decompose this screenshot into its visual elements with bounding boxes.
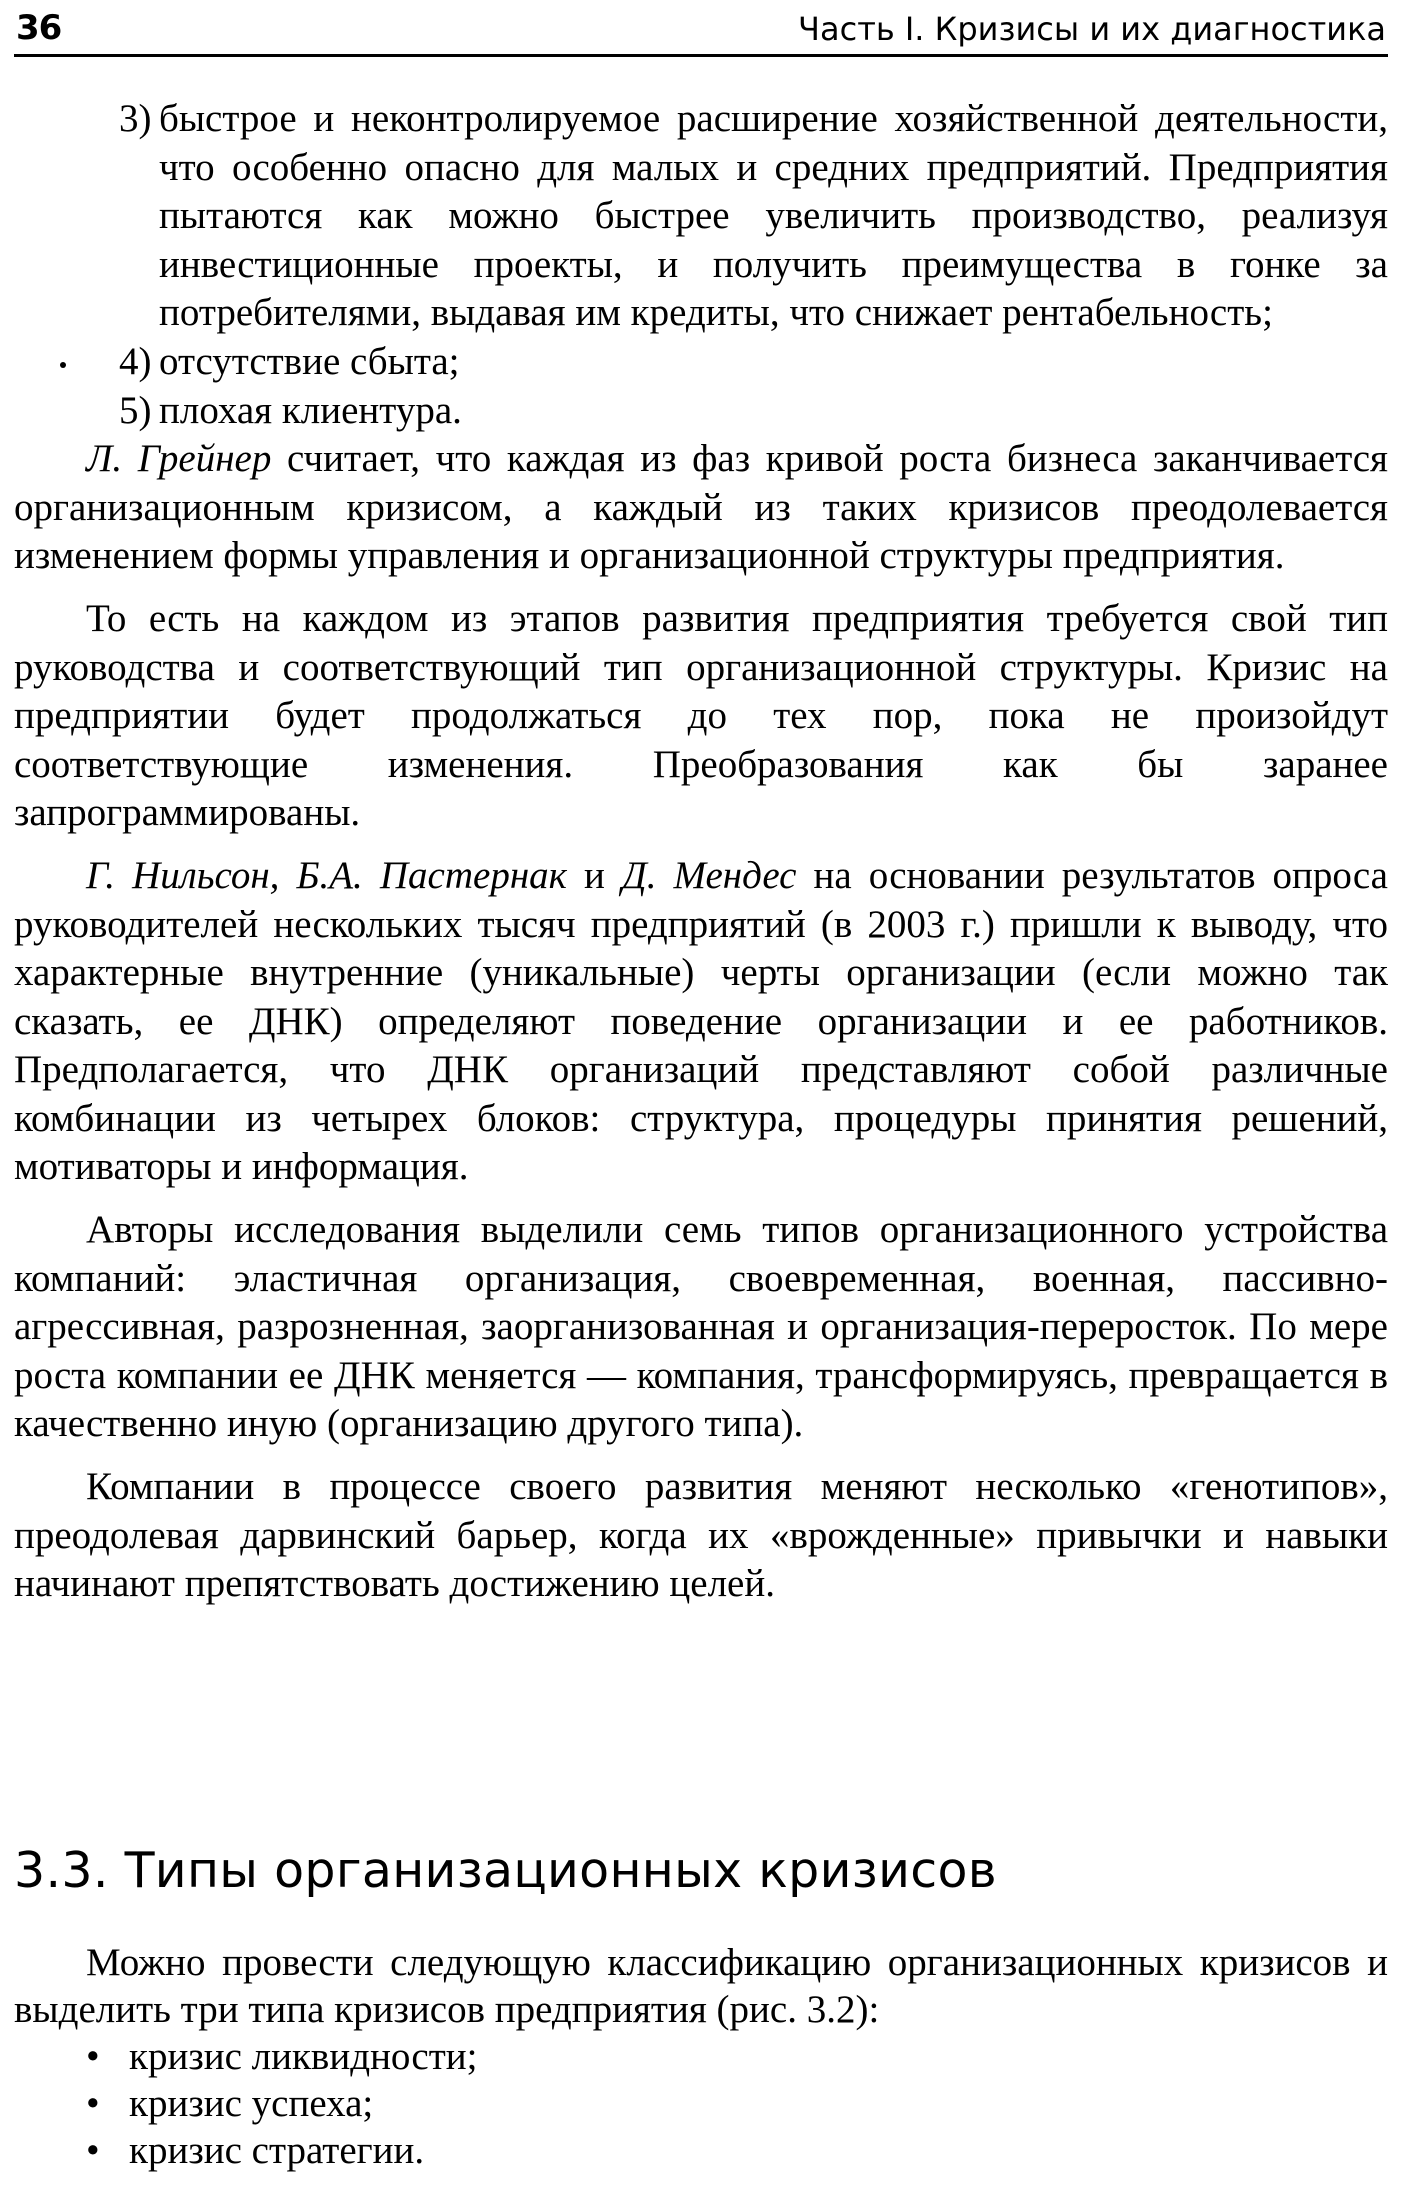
author-name: Д. Мендес	[621, 853, 797, 897]
list-marker: 4)	[119, 339, 152, 383]
bullet-icon: •	[86, 2082, 100, 2125]
list-item	[14, 387, 1388, 436]
bullet-icon: •	[86, 2129, 100, 2172]
list-item: • кризис ликвидности;	[86, 2035, 478, 2078]
section-heading: 3.3. Типы организационных кризисов	[14, 1842, 997, 1899]
list-item	[14, 338, 1388, 387]
list-item	[14, 95, 1388, 338]
author-name: Л. Грейнер	[86, 437, 272, 481]
author-names: Г. Нильсон, Б.А. Пастернак	[86, 853, 567, 897]
chapter-title: Часть I. Кризисы и их диагностика	[798, 10, 1386, 48]
list-item-text: плохая клиентура.	[159, 388, 462, 432]
paragraph-authors: Авторы исследования выделили семь типов организационного устройства компаний: эластичная организация, своевременная, военная, пассивно-агрессивная, разрозненная, заорганизованная и организация-переросток. По мере роста компании ее ДНК меняется — компания, трансформируясь, превращается в качественно иную (организацию другого типа).	[14, 1208, 1388, 1446]
list-marker: 5)	[119, 388, 152, 432]
list-item: • кризис успеха;	[86, 2082, 374, 2125]
main-text	[14, 95, 1388, 1609]
page-number: 36	[16, 8, 62, 48]
section-text	[14, 1939, 1388, 2174]
paragraph-stages: То есть на каждом из этапов развития предприятия требуется свой тип руководства и соответствующий тип организационной структуры. Кризис на предприятии будет продолжаться до тех пор, пока не произойдут соответствующие изменения. Преобразования как бы заранее запрограммированы.	[14, 596, 1388, 835]
list-item: • кризис стратегии.	[86, 2129, 425, 2172]
paragraph-genotypes: Компании в процессе своего развития меняют несколько «генотипов», преодолевая дарвинский барьер, когда их «врожденные» привычки и навыки начинают препятствовать достижению целей.	[14, 1465, 1388, 1606]
list-marker: 3)	[119, 97, 152, 140]
list-item-text: отсутствие сбыта;	[159, 339, 460, 383]
bullet-list	[14, 2033, 1388, 2174]
list-item-text: быстрое и неконтролируемое расширение хозяйственной деятельности, что особенно опасно для малых и средних предприятий. Предприятия пытаются как можно быстрее увеличить производство, реализуя инвестиционные проекты, и получить преимущества в гонке за потребителями, выдавая им кредиты, что снижает рентабельность;	[159, 97, 1388, 335]
paragraph-intro: Можно провести следующую классификацию организационных кризисов и выделить три типа кризисов предприятия (рис. 3.2):	[14, 1941, 1388, 2031]
bullet-icon: •	[86, 2035, 100, 2078]
paragraph-greiner: Л. Грейнер считает, что каждая из фаз кривой роста бизнеса заканчивается организационным кризисом, а каждый из таких кризисов преодолевается изменением формы управления и организационной структуры предприятия.	[14, 437, 1388, 578]
running-header	[14, 4, 1388, 57]
paragraph-nilson: Г. Нильсон, Б.А. Пастернак и Д. Мендес на основании результатов опроса руководителей нескольких тысяч предприятий (в 2003 г.) пришли к выводу, что характерные внутренние (уникальные) черты организации (если можно так сказать, ее ДНК) определяют поведение организации и ее работников. Предполагается, что ДНК организаций представляют собой различные комбинации из четырех блоков: структура, процедуры принятия решений, мотиваторы и информация.	[14, 853, 1388, 1189]
